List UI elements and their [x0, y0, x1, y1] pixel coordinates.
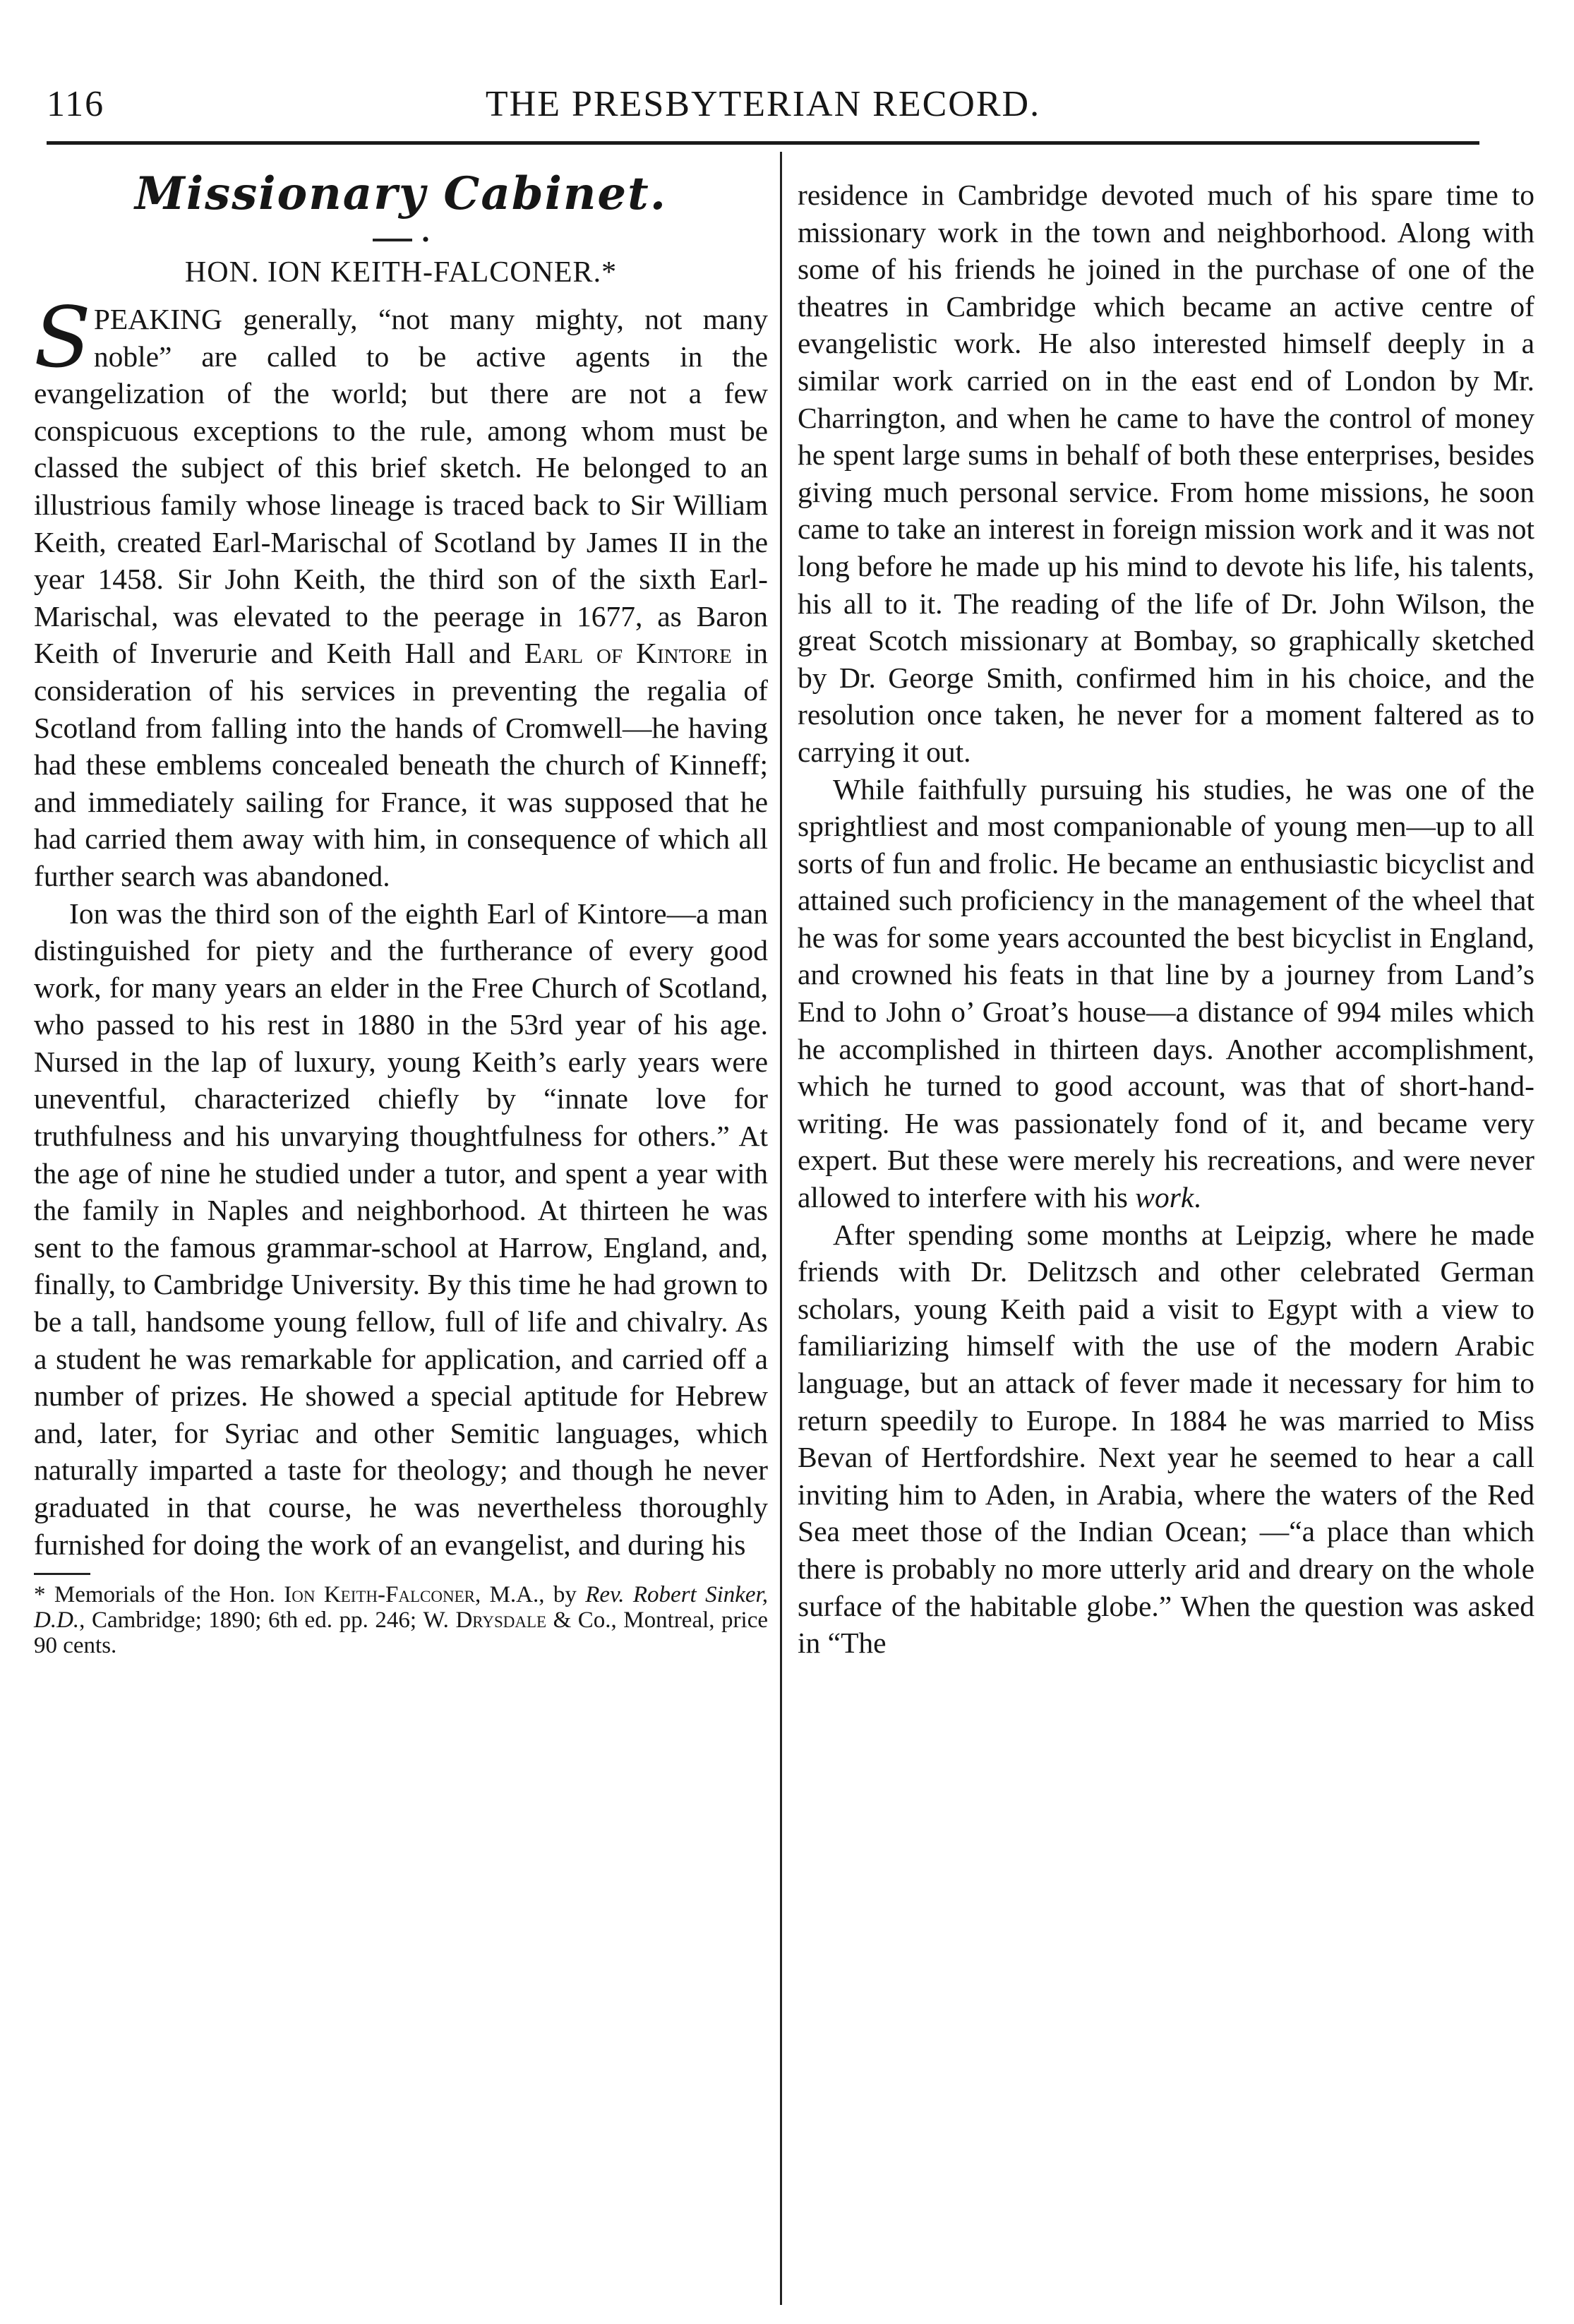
- section-title: Missionary Cabinet.: [135, 167, 667, 220]
- paragraph-3: residence in Cambridge devoted much of his spare time to missionary work in the town and neighborhood. Along with some of his friends he joined in the purchase of one of the theatres in Cambridge which became an active centre of evangelistic work. He also interested himself deeply in a similar work carried on in the east end of London by Mr. Charrington, and when he came to have the control of money he spent large sums in behalf of both these enterprises, besides giving much personal service. From home missions, he soon came to take an interest in foreign mission work and it was not long before he made up his mind to devote his life, his talents, his all to it. The reading of the life of Dr. John Wilson, the great Scotch missionary at Bombay, so graphically sketched by Dr. George Smith, confirmed him in his choice, and the resolution once taken, he never for a moment faltered as to carrying it out.: [798, 179, 1534, 768]
- paragraph-4-text-a: While faithfully pursuing his studies, he was one of the sprightliest and most companionable of young men—up to all sorts of fun and frolic. He became an enthusiastic bicyclist and attained such proficiency in the management of the wheel that he was for some years accounted the best bicyclist in England, and crowned his feats in that line by a journey from Land’s End to John o’ Groat’s house—a distance of 994 miles which he accomplished in thirteen days. Another accomplishment, which he turned to good account, was that of short-hand-writing. He was passionately fond of it, and became very expert. But these were merely his recreations, and were never allowed to interfere with his: [798, 772, 1534, 1214]
- left-column: [34, 169, 768, 1658]
- footnote: [34, 1582, 768, 1658]
- drop-cap: S: [34, 289, 91, 386]
- footnote-author: Rev. Robert Sinker, D.D.: [34, 1582, 768, 1634]
- footnote-rule: [34, 1573, 90, 1575]
- header-rule: [47, 141, 1479, 145]
- paragraph-1-text-a: PEAKING generally, “not many mighty, not many noble” are called to be active agents in the evangelization of the world; but there are not a few conspicuous exceptions to the rule, among whom must be classed the subject of this brief sketch. He belonged to an illustrious family whose lineage is traced back to Sir William Keith, created Earl-Marischal of Scotland by James II in the year 1458. Sir John Keith, the third son of the sixth Earl-Marischal, was elevated to the peerage in 1677, as Baron Keith of Inverurie and Keith Hall and: [34, 303, 768, 670]
- footnote-text-d: & Co., Montreal, price 90 cents.: [34, 1607, 768, 1659]
- work-emphasis: work: [1135, 1181, 1194, 1214]
- footnote-name: Ion Keith-Falconer: [284, 1582, 475, 1608]
- footnote-text-b: , M.A., by: [474, 1582, 586, 1608]
- paragraph-1-text-b: in consideration of his services in preventing the regalia of Scotland from falling into the hands of Cromwell—he having had these emblems concealed beneath the church of Kinneff; and immediately sailing for France, it was supposed that he had carried them away with him, in consequence of which all further search was abandoned.: [34, 637, 769, 892]
- paragraph-2: Ion was the third son of the eighth Earl of Kintore—a man distinguished for piety and the furtherance of every good work, for many years an elder in the Free Church of Scotland, who passed to his rest in 1880 in the 53rd year of his age. Nursed in the lap of luxury, young Keith’s early years were uneventful, characterized chiefly by “innate love for truthfulness and his unvarying thoughtfulness for others.” At the age of nine he studied under a tutor, and spent a year with the family in Naples and neighborhood. At thirteen he was sent to the famous grammar-school at Harrow, England, and, finally, to Cambridge University. By this time he had grown to be a tall, handsome young fellow, full of life and chivalry. As a student he was remarkable for application, and carried off a number of prizes. He showed a special aptitude for Hebrew and, later, for Syriac and other Semitic languages, which naturally imparted a taste for theology; and though he never graduated in that course, he was nevertheless thoroughly furnished for doing the work of an evangelist, and during his: [34, 897, 768, 1561]
- earl-of-kintore: Earl of Kintore: [524, 637, 732, 670]
- paragraph-4-text-b: .: [1194, 1181, 1201, 1214]
- column-rule: [780, 152, 782, 2305]
- footnote-publisher: W. Drysdale: [423, 1607, 547, 1634]
- footnote-text-c: , Cambridge; 1890; 6th ed. pp. 246;: [79, 1607, 423, 1634]
- paragraph-4: [798, 771, 1534, 1216]
- paragraph-1: [34, 289, 769, 895]
- title-ornament: •: [34, 219, 768, 250]
- running-title: THE PRESBYTERIAN RECORD.: [485, 84, 1041, 124]
- page-header: [47, 71, 1479, 127]
- paragraph-5: After spending some months at Leipzig, where he made friends with Dr. Delitzsch and other celebrated German scholars, young Keith paid a visit to Egypt with a view to familiarizing himself with the use of the modern Arabic language, but an attack of fever made it necessary for him to return speedily to Europe. In 1884 he was married to Miss Bevan of Hertfordshire. Next year he seemed to hear a call inviting him to Aden, in Arabia, where the waters of the Red Sea meet those of the Indian Ocean; —“a place than which there is probably no more utterly arid and dreary on the whole surface of the habitable globe.” When the question was asked in “The: [798, 1218, 1534, 1660]
- footnote-text-a: * Memorials of the Hon.: [34, 1582, 284, 1608]
- article-title: HON. ION KEITH-FALCONER.*: [184, 256, 618, 289]
- right-column: [798, 176, 1534, 1662]
- page-number: 116: [47, 84, 105, 124]
